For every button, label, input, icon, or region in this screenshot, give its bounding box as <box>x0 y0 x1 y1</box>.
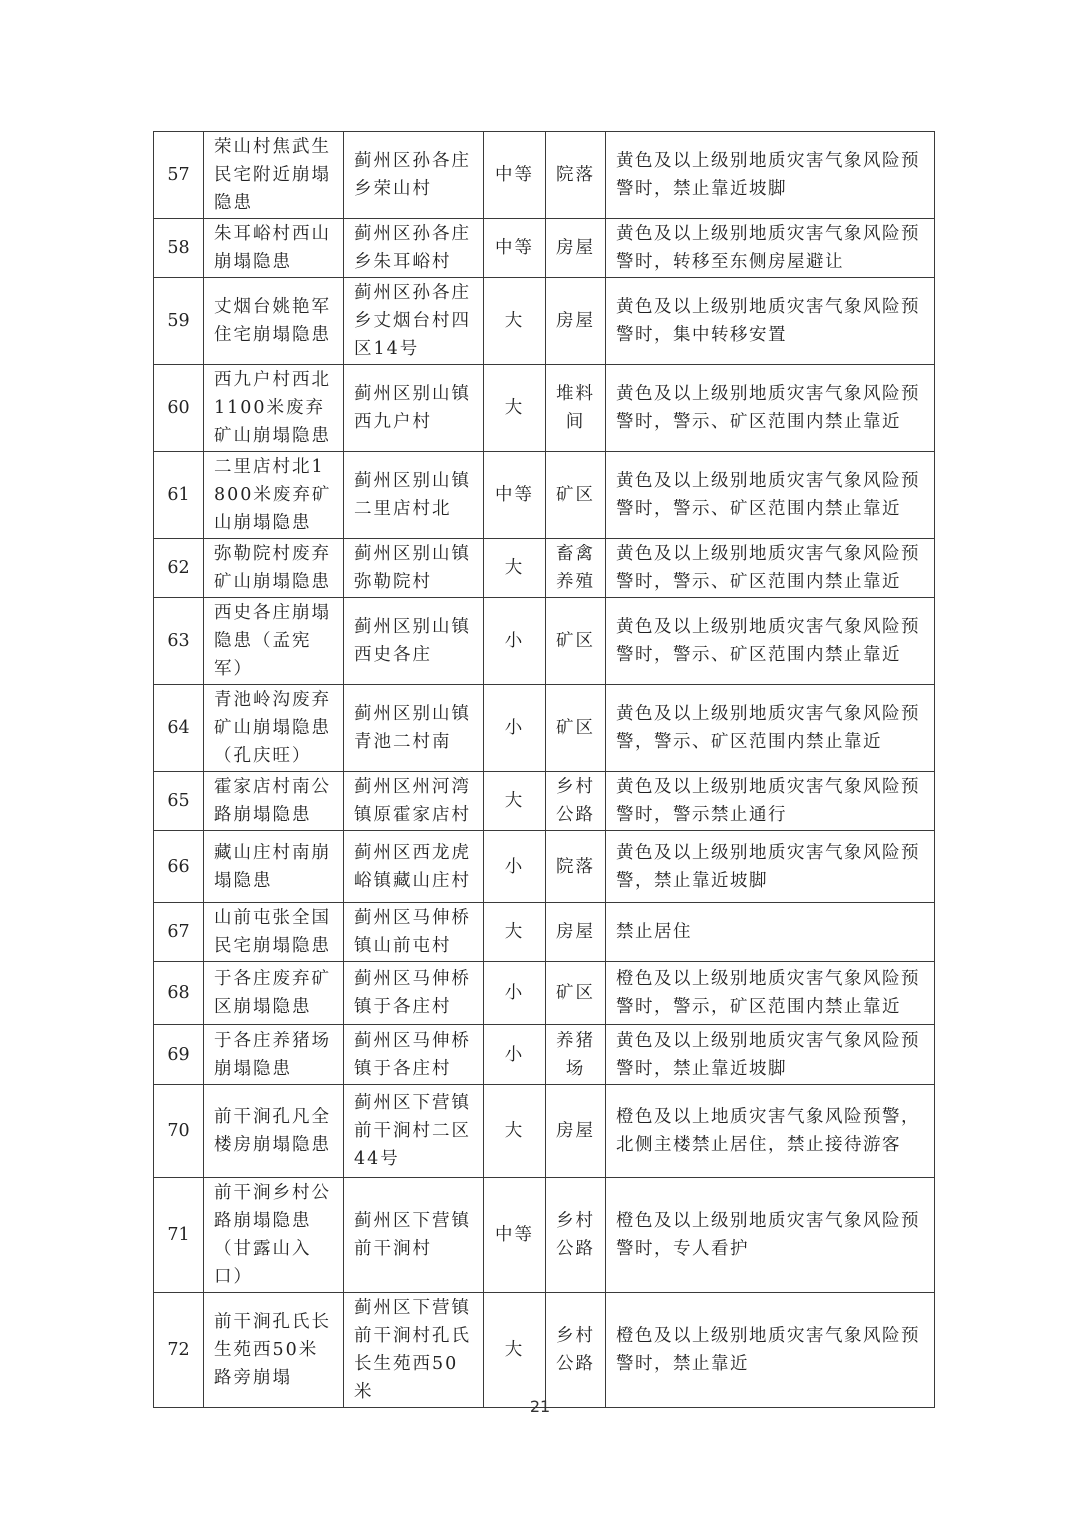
hazard-level-cell: 大 <box>484 539 546 598</box>
hazard-name-cell: 荣山村焦武生民宅附近崩塌隐患 <box>204 132 344 219</box>
threatened-object-cell: 堆料间 <box>546 365 606 452</box>
hazard-level-cell: 小 <box>484 831 546 903</box>
hazard-level-cell: 小 <box>484 962 546 1025</box>
threatened-object-cell: 矿区 <box>546 685 606 772</box>
warning-measure-cell: 黄色及以上级别地质灾害气象风险预警时，禁止靠近坡脚 <box>606 1025 935 1085</box>
hazard-table <box>153 131 935 1408</box>
hazard-level-cell: 大 <box>484 772 546 831</box>
table-row <box>154 219 935 278</box>
warning-measure-cell: 黄色及以上级别地质灾害气象风险预警，警示、矿区范围内禁止靠近 <box>606 685 935 772</box>
warning-measure-cell: 橙色及以上级别地质灾害气象风险预警时，禁止靠近 <box>606 1293 935 1408</box>
hazard-level-cell: 中等 <box>484 452 546 539</box>
warning-measure-cell: 黄色及以上级别地质灾害气象风险预警时，转移至东侧房屋避让 <box>606 219 935 278</box>
row-number-cell: 61 <box>154 452 204 539</box>
table-row <box>154 831 935 903</box>
hazard-location-cell: 蓟州区别山镇二里店村北 <box>344 452 484 539</box>
hazard-location-cell: 蓟州区孙各庄乡朱耳峪村 <box>344 219 484 278</box>
hazard-location-cell: 蓟州区孙各庄乡丈烟台村四区14号 <box>344 278 484 365</box>
hazard-level-cell: 大 <box>484 278 546 365</box>
hazard-name-cell: 二里店村北1800米废弃矿山崩塌隐患 <box>204 452 344 539</box>
hazard-name-cell: 前干涧孔氏长生苑西50米路旁崩塌 <box>204 1293 344 1408</box>
warning-measure-cell: 黄色及以上级别地质灾害气象风险预警时，警示、矿区范围内禁止靠近 <box>606 598 935 685</box>
hazard-name-cell: 于各庄养猪场崩塌隐患 <box>204 1025 344 1085</box>
page-number: 21 <box>529 1397 551 1416</box>
warning-measure-cell: 橙色及以上级别地质灾害气象风险预警时，专人看护 <box>606 1178 935 1293</box>
table-row <box>154 962 935 1025</box>
warning-measure-cell: 黄色及以上级别地质灾害气象风险预警时，警示禁止通行 <box>606 772 935 831</box>
hazard-name-cell: 于各庄废弃矿区崩塌隐患 <box>204 962 344 1025</box>
row-number-cell: 57 <box>154 132 204 219</box>
hazard-location-cell: 蓟州区马伸桥镇山前屯村 <box>344 903 484 962</box>
hazard-level-cell: 小 <box>484 1025 546 1085</box>
row-number-cell: 72 <box>154 1293 204 1408</box>
warning-measure-cell: 黄色及以上级别地质灾害气象风险预警时，警示、矿区范围内禁止靠近 <box>606 365 935 452</box>
hazard-name-cell: 西九户村西北1100米废弃矿山崩塌隐患 <box>204 365 344 452</box>
hazard-level-cell: 中等 <box>484 132 546 219</box>
hazard-level-cell: 小 <box>484 598 546 685</box>
threatened-object-cell: 矿区 <box>546 598 606 685</box>
threatened-object-cell: 房屋 <box>546 1085 606 1178</box>
row-number-cell: 70 <box>154 1085 204 1178</box>
table-row <box>154 598 935 685</box>
hazard-table-body <box>154 132 935 1408</box>
hazard-level-cell: 小 <box>484 685 546 772</box>
row-number-cell: 58 <box>154 219 204 278</box>
row-number-cell: 68 <box>154 962 204 1025</box>
threatened-object-cell: 房屋 <box>546 219 606 278</box>
threatened-object-cell: 养猪场 <box>546 1025 606 1085</box>
table-row <box>154 365 935 452</box>
row-number-cell: 62 <box>154 539 204 598</box>
warning-measure-cell: 黄色及以上级别地质灾害气象风险预警时，警示、矿区范围内禁止靠近 <box>606 539 935 598</box>
threatened-object-cell: 畜禽养殖 <box>546 539 606 598</box>
hazard-location-cell: 蓟州区别山镇弥勒院村 <box>344 539 484 598</box>
table-row <box>154 1293 935 1408</box>
hazard-name-cell: 前干涧乡村公路崩塌隐患（甘露山入口） <box>204 1178 344 1293</box>
hazard-location-cell: 蓟州区别山镇西史各庄 <box>344 598 484 685</box>
hazard-location-cell: 蓟州区马伸桥镇于各庄村 <box>344 1025 484 1085</box>
table-row <box>154 1025 935 1085</box>
warning-measure-cell: 黄色及以上级别地质灾害气象风险预警时，警示、矿区范围内禁止靠近 <box>606 452 935 539</box>
row-number-cell: 63 <box>154 598 204 685</box>
hazard-name-cell: 青池岭沟废弃矿山崩塌隐患（孔庆旺） <box>204 685 344 772</box>
warning-measure-cell: 橙色及以上级别地质灾害气象风险预警时，警示，矿区范围内禁止靠近 <box>606 962 935 1025</box>
warning-measure-cell: 黄色及以上级别地质灾害气象风险预警时，集中转移安置 <box>606 278 935 365</box>
hazard-name-cell: 朱耳峪村西山崩塌隐患 <box>204 219 344 278</box>
hazard-location-cell: 蓟州区下营镇前干涧村二区44号 <box>344 1085 484 1178</box>
table-row <box>154 278 935 365</box>
threatened-object-cell: 乡村公路 <box>546 1293 606 1408</box>
threatened-object-cell: 房屋 <box>546 903 606 962</box>
hazard-name-cell: 前干涧孔凡全楼房崩塌隐患 <box>204 1085 344 1178</box>
threatened-object-cell: 乡村公路 <box>546 1178 606 1293</box>
hazard-location-cell: 蓟州区下营镇前干涧村 <box>344 1178 484 1293</box>
warning-measure-cell: 黄色及以上级别地质灾害气象风险预警，禁止靠近坡脚 <box>606 831 935 903</box>
hazard-name-cell: 霍家店村南公路崩塌隐患 <box>204 772 344 831</box>
row-number-cell: 59 <box>154 278 204 365</box>
threatened-object-cell: 矿区 <box>546 452 606 539</box>
table-row <box>154 1178 935 1293</box>
hazard-name-cell: 山前屯张全国民宅崩塌隐患 <box>204 903 344 962</box>
hazard-name-cell: 藏山庄村南崩塌隐患 <box>204 831 344 903</box>
threatened-object-cell: 乡村公路 <box>546 772 606 831</box>
table-row <box>154 685 935 772</box>
threatened-object-cell: 矿区 <box>546 962 606 1025</box>
hazard-location-cell: 蓟州区马伸桥镇于各庄村 <box>344 962 484 1025</box>
hazard-level-cell: 中等 <box>484 219 546 278</box>
row-number-cell: 69 <box>154 1025 204 1085</box>
hazard-name-cell: 西史各庄崩塌隐患（孟宪军） <box>204 598 344 685</box>
table-row <box>154 1085 935 1178</box>
table-row <box>154 452 935 539</box>
hazard-name-cell: 丈烟台姚艳军住宅崩塌隐患 <box>204 278 344 365</box>
table-row <box>154 903 935 962</box>
row-number-cell: 67 <box>154 903 204 962</box>
hazard-level-cell: 大 <box>484 1085 546 1178</box>
threatened-object-cell: 院落 <box>546 831 606 903</box>
hazard-location-cell: 蓟州区孙各庄乡荣山村 <box>344 132 484 219</box>
hazard-location-cell: 蓟州区西龙虎峪镇藏山庄村 <box>344 831 484 903</box>
row-number-cell: 64 <box>154 685 204 772</box>
hazard-location-cell: 蓟州区别山镇西九户村 <box>344 365 484 452</box>
threatened-object-cell: 院落 <box>546 132 606 219</box>
hazard-level-cell: 大 <box>484 903 546 962</box>
row-number-cell: 66 <box>154 831 204 903</box>
warning-measure-cell: 黄色及以上级别地质灾害气象风险预警时，禁止靠近坡脚 <box>606 132 935 219</box>
hazard-level-cell: 大 <box>484 1293 546 1408</box>
table-row <box>154 539 935 598</box>
table-row <box>154 132 935 219</box>
warning-measure-cell: 橙色及以上地质灾害气象风险预警，北侧主楼禁止居住，禁止接待游客 <box>606 1085 935 1178</box>
hazard-level-cell: 大 <box>484 365 546 452</box>
table-row <box>154 772 935 831</box>
hazard-location-cell: 蓟州区下营镇前干涧村孔氏长生苑西50米 <box>344 1293 484 1408</box>
hazard-location-cell: 蓟州区别山镇青池二村南 <box>344 685 484 772</box>
hazard-location-cell: 蓟州区州河湾镇原霍家店村 <box>344 772 484 831</box>
hazard-level-cell: 中等 <box>484 1178 546 1293</box>
warning-measure-cell: 禁止居住 <box>606 903 935 962</box>
row-number-cell: 71 <box>154 1178 204 1293</box>
threatened-object-cell: 房屋 <box>546 278 606 365</box>
row-number-cell: 65 <box>154 772 204 831</box>
hazard-name-cell: 弥勒院村废弃矿山崩塌隐患 <box>204 539 344 598</box>
row-number-cell: 60 <box>154 365 204 452</box>
